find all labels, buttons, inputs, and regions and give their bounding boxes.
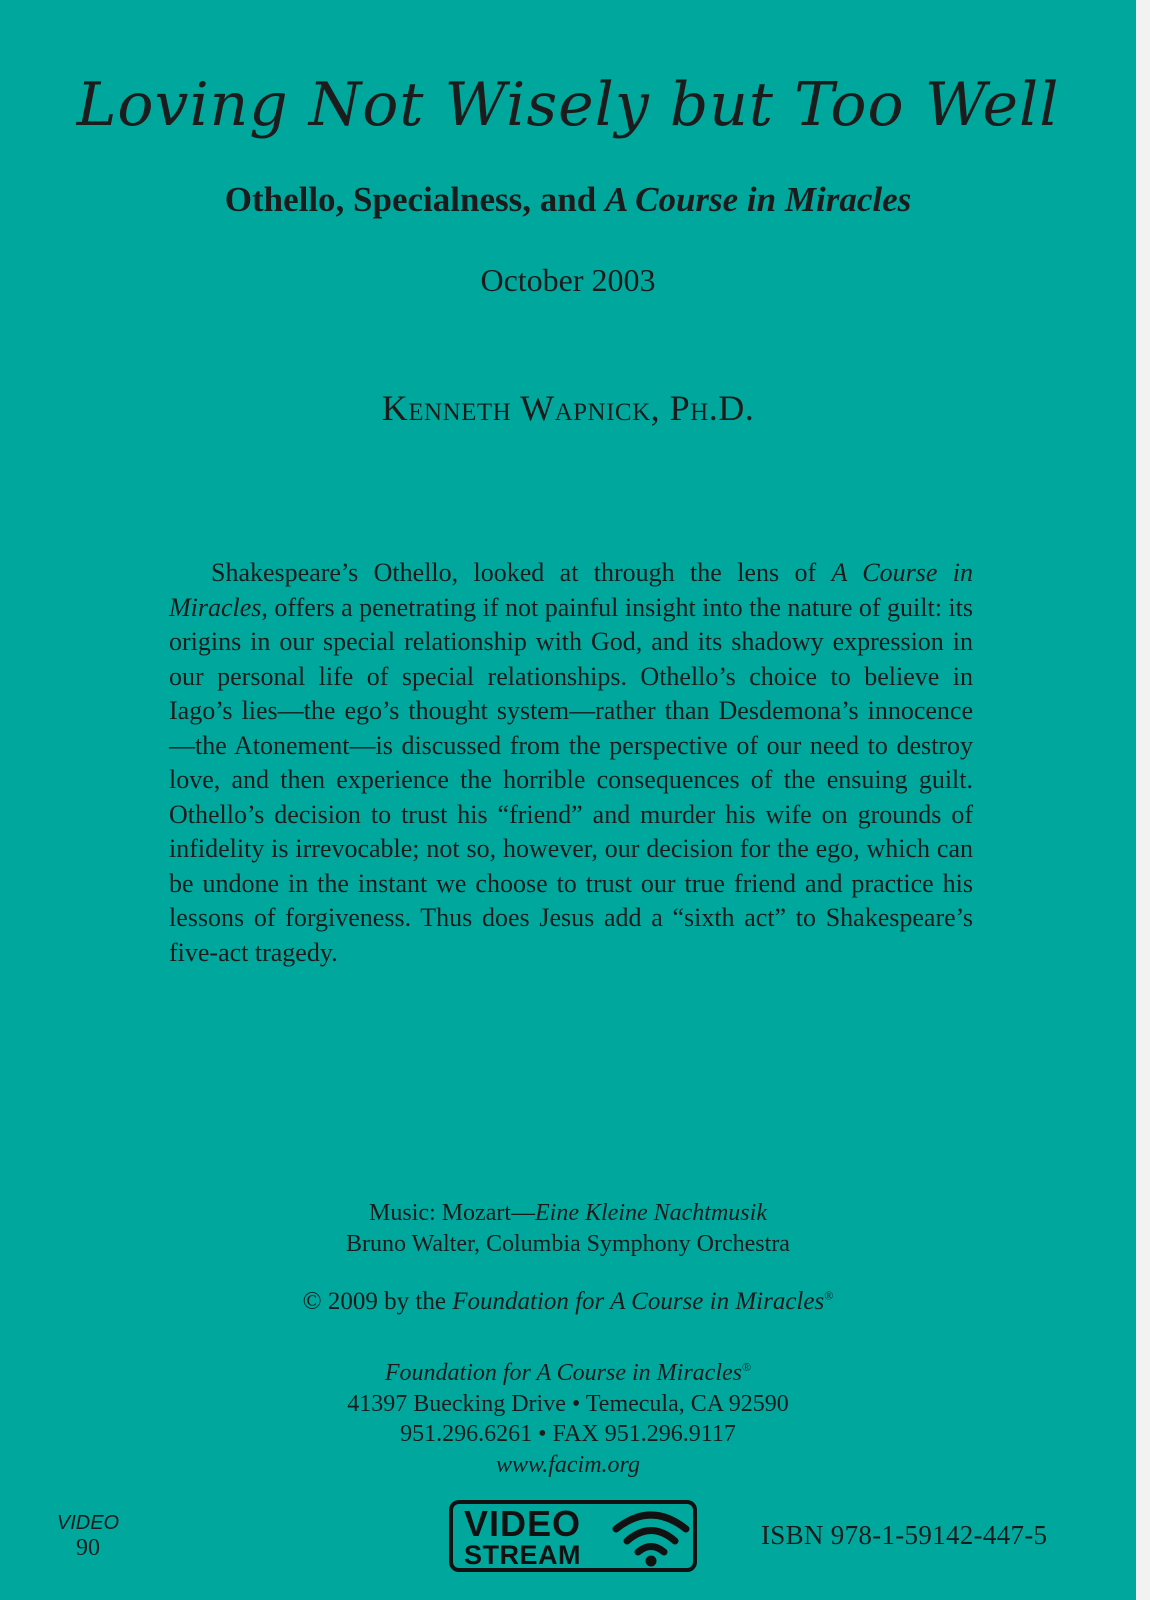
video-label: VIDEO [56, 1512, 120, 1534]
music-credit [0, 1198, 1136, 1260]
address-street: 41397 Buecking Drive • Temecula, CA 92590 [347, 1390, 789, 1417]
badge-line2: STREAM [464, 1540, 581, 1570]
music-line1 [0, 1198, 1136, 1229]
abstract-part2: , offers a penetrating if not painful insight into the nature of guilt: its origins in our special relationship with God, and its shadowy expression in our personal life of special relationships. Othello’s choice to believe in Iago’s lies—the ego’s thought system—rather than Desdemona’s innocence—the Atonement—is discussed from the perspective of our need to destroy love, and then experience the horrible consequences of the ensuing guilt. Othello’s decision to trust his “friend” and murder his wife on grounds of infidelity is irrevocable; not so, however, our decision for the ego, which can be undone in the instant we choose to trust our true friend and practice his lessons of forgiveness. Thus does Jesus add a “sixth act” to Shakespeare’s five-act tragedy. [169, 592, 973, 967]
badge-line1: VIDEO [464, 1503, 582, 1544]
address-phone: 951.296.6261 • FAX 951.296.9117 [400, 1421, 736, 1447]
music-title: Eine Kleine Nachtmusik [535, 1200, 767, 1226]
music-line2: Bruno Walter, Columbia Symphony Orchestra [346, 1231, 790, 1257]
wifi-icon [612, 1507, 690, 1567]
copyright-prefix: © 2009 by the [302, 1288, 453, 1315]
video-stream-badge [449, 1500, 697, 1572]
subtitle-prefix: Othello, Specialness, and [224, 180, 605, 219]
address-website: www.facim.org [495, 1451, 640, 1478]
date: October 2003 [480, 262, 656, 298]
registered-mark: ® [742, 1360, 752, 1374]
copyright-org: Foundation for A Course in Miracles [452, 1288, 825, 1315]
copyright [0, 1288, 1136, 1316]
abstract [169, 556, 973, 970]
address-org-line [0, 1352, 1136, 1389]
subtitle [0, 180, 1136, 220]
abstract-part1: Shakespeare’s Othello, looked at through the lens of [211, 558, 832, 587]
abstract-italic: A Course in Miracles [169, 558, 973, 622]
title: Loving Not Wisely but Too Well [76, 70, 1060, 140]
publisher-address [0, 1352, 1136, 1480]
address-org: Foundation for A Course in Miracles [384, 1360, 742, 1386]
author: Kenneth Wapnick, Ph.D. [381, 388, 755, 428]
registered-mark: ® [824, 1288, 834, 1303]
video-number: 90 [76, 1535, 100, 1561]
music-prefix: Music: Mozart— [369, 1200, 536, 1226]
subtitle-italic: A Course in Miracles [604, 180, 912, 219]
isbn: ISBN 978-1-59142-447-5 [761, 1520, 1048, 1550]
page-edge [1136, 0, 1150, 1600]
